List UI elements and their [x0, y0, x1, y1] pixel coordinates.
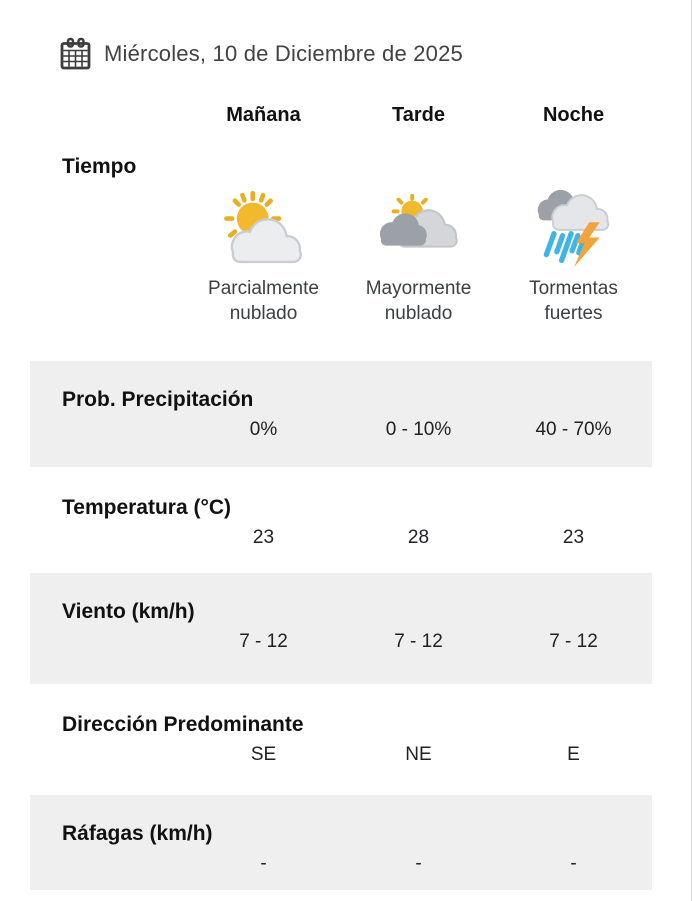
row-label-temperatura: Temperatura (°C) [62, 496, 232, 519]
cell-viento-noche: 7 - 12 [549, 631, 598, 652]
column-header-row [30, 104, 691, 127]
cell-rafagas-tarde: - [415, 853, 422, 874]
row-values-spacer [30, 420, 186, 440]
column-header-tarde: Tarde [392, 104, 445, 126]
row-label-rafagas: Ráfagas (km/h) [62, 822, 213, 845]
partly-cloudy-icon [219, 187, 309, 267]
calendar-icon [60, 37, 91, 70]
row-label-precipitacion: Prob. Precipitación [62, 388, 254, 411]
row-viento [30, 573, 652, 684]
icons-row-spacer [30, 187, 186, 326]
cell-precipitacion-noche: 40 - 70% [535, 419, 612, 440]
weather-cell-manana [186, 187, 341, 326]
cell-precipitacion-manana: 0% [249, 419, 278, 440]
mostly-cloudy-icon [376, 187, 462, 267]
row-label-direccion: Dirección Predominante [62, 713, 304, 736]
weather-icons-row [30, 187, 691, 326]
weather-cell-noche [496, 187, 651, 326]
cell-viento-tarde: 7 - 12 [394, 631, 443, 652]
cell-direccion-manana: SE [250, 744, 277, 765]
column-header-noche: Noche [542, 104, 605, 126]
cell-rafagas-manana: - [260, 853, 267, 874]
row-label-tiempo: Tiempo [62, 155, 137, 178]
cell-temperatura-noche: 23 [562, 527, 585, 548]
column-header-manana: Mañana [226, 104, 301, 126]
row-direccion [30, 684, 652, 795]
column-header-spacer [30, 104, 186, 127]
row-temperatura [30, 467, 652, 573]
cell-temperatura-manana: 23 [252, 527, 275, 548]
row-values-spacer [30, 632, 186, 652]
row-rafagas [30, 795, 652, 890]
cell-rafagas-noche: - [570, 853, 577, 874]
row-values-spacer [30, 745, 186, 765]
cell-viento-manana: 7 - 12 [239, 631, 288, 652]
row-label-viento: Viento (km/h) [62, 600, 195, 623]
date-header [0, 0, 691, 70]
cell-direccion-noche: E [567, 744, 580, 765]
weather-cell-tarde [341, 187, 496, 326]
weather-caption-noche: Tormentas fuertes [529, 278, 618, 324]
weather-caption-manana: Parcialmente nublado [208, 278, 319, 324]
date-label: Miércoles, 10 de Diciembre de 2025 [104, 40, 463, 66]
row-values-spacer [30, 528, 186, 548]
cell-temperatura-tarde: 28 [407, 527, 430, 548]
row-precipitacion [30, 361, 652, 467]
thunderstorm-icon [530, 187, 618, 267]
cell-precipitacion-tarde: 0 - 10% [385, 419, 452, 440]
cell-direccion-tarde: NE [405, 744, 432, 765]
forecast-rows [0, 361, 691, 890]
row-values-spacer [30, 854, 186, 874]
weather-caption-tarde: Mayormente nublado [365, 278, 472, 324]
